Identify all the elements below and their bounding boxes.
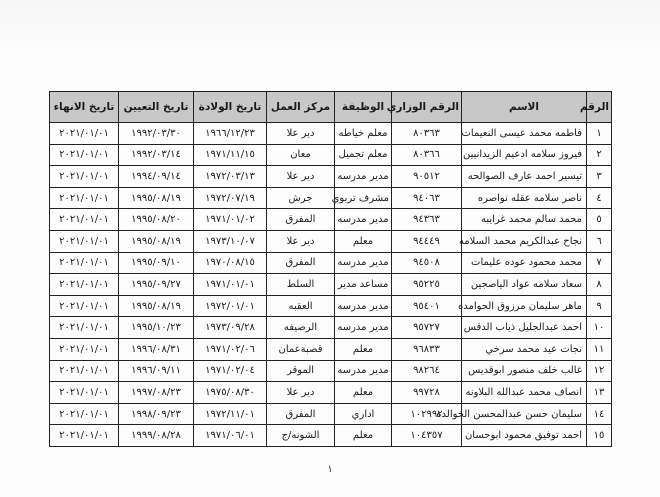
cell-birth-date: ١٩٧٢/٠١/٠١	[194, 295, 267, 317]
cell-birth-date: ١٩٧٣/٠٩/٢٨	[194, 317, 267, 339]
table-row	[50, 230, 612, 252]
cell-appoint-date: ١٩٩٥/٠٨/١٩	[119, 230, 194, 252]
cell-ministry-number: ٩٩٧٢٨	[392, 382, 462, 404]
cell-birth-date: ١٩٧٢/٠٣/١٣	[194, 166, 267, 188]
cell-end-date: ٢٠٢١/٠١/٠١	[50, 317, 119, 339]
cell-name: احمد توفيق محمود ابوحسان	[462, 425, 587, 447]
cell-name: غالب خلف منصور ابوقديس	[462, 360, 587, 382]
header-appoint-date: تاريخ التعيين	[119, 92, 194, 123]
cell-birth-date: ١٩٧١/٠١/٠٢	[194, 209, 267, 231]
cell-workplace: المفرق	[267, 252, 335, 274]
cell-index: ٢	[587, 144, 612, 166]
cell-job: معلم	[335, 425, 392, 447]
cell-job: مدير مدرسه	[335, 252, 392, 274]
table-row	[50, 403, 612, 425]
cell-end-date: ٢٠٢١/٠١/٠١	[50, 274, 119, 296]
cell-index: ١	[587, 123, 612, 145]
cell-appoint-date: ١٩٩٥/١٠/٢٣	[119, 317, 194, 339]
cell-index: ٥	[587, 209, 612, 231]
cell-ministry-number: ٩٤٣٦٣	[392, 209, 462, 231]
cell-job: مدير مدرسه	[335, 209, 392, 231]
cell-birth-date: ١٩٧٢/٠٧/١٩	[194, 187, 267, 209]
cell-ministry-number: ٨٠٣٦٦	[392, 144, 462, 166]
cell-name: ماهر سليمان مرزوق الحوامده	[462, 295, 587, 317]
cell-workplace: الشونه/ج	[267, 425, 335, 447]
cell-ministry-number: ٩٥٧٢٧	[392, 317, 462, 339]
cell-appoint-date: ١٩٩٥/٠٩/١٠	[119, 252, 194, 274]
employee-table	[49, 91, 612, 447]
cell-index: ٨	[587, 274, 612, 296]
cell-index: ٦	[587, 230, 612, 252]
cell-birth-date: ١٩٧٣/١٠/٠٧	[194, 230, 267, 252]
header-index: الرقم	[587, 92, 612, 123]
cell-birth-date: ١٩٧٢/١١/٠١	[194, 403, 267, 425]
table-row	[50, 295, 612, 317]
cell-name: نجاح عبدالكريم محمد السلامه	[462, 230, 587, 252]
cell-name: نجات عيد محمد سرخي	[462, 338, 587, 360]
cell-appoint-date: ١٩٩٤/٠٩/١٤	[119, 166, 194, 188]
cell-birth-date: ١٩٧١/١١/١٥	[194, 144, 267, 166]
cell-birth-date: ١٩٦٦/١٢/٢٣	[194, 123, 267, 145]
cell-ministry-number: ١٠٤٣٥٧	[392, 425, 462, 447]
table-row	[50, 209, 612, 231]
cell-name: فاطمه محمد عيسى النعيمات	[462, 123, 587, 145]
cell-workplace: دير علا	[267, 230, 335, 252]
cell-index: ١٤	[587, 403, 612, 425]
cell-name: تيسير احمد عارف الصوالحه	[462, 166, 587, 188]
cell-index: ١٥	[587, 425, 612, 447]
cell-appoint-date: ١٩٩٨/٠٩/٢٣	[119, 403, 194, 425]
cell-end-date: ٢٠٢١/٠١/٠١	[50, 382, 119, 404]
cell-appoint-date: ١٩٩٦/٠٨/٣١	[119, 338, 194, 360]
cell-name: فيروز سلامه ادعيم الزيدانيين	[462, 144, 587, 166]
cell-ministry-number: ٩٥٢٢٥	[392, 274, 462, 296]
table-row	[50, 425, 612, 447]
table-row	[50, 166, 612, 188]
cell-workplace: دير علا	[267, 166, 335, 188]
cell-workplace: دير علا	[267, 382, 335, 404]
cell-name: انصاف محمد عبدالله البلاونه	[462, 382, 587, 404]
table-row	[50, 274, 612, 296]
cell-appoint-date: ١٩٩٩/٠٨/٢٨	[119, 425, 194, 447]
cell-appoint-date: ١٩٩٧/٠٨/٢٣	[119, 382, 194, 404]
cell-end-date: ٢٠٢١/٠١/٠١	[50, 166, 119, 188]
cell-end-date: ٢٠٢١/٠١/٠١	[50, 252, 119, 274]
cell-name: احمد عبدالجليل ذياب الدقس	[462, 317, 587, 339]
cell-index: ٣	[587, 166, 612, 188]
cell-workplace: معان	[267, 144, 335, 166]
cell-index: ١١	[587, 338, 612, 360]
cell-job: اداري	[335, 403, 392, 425]
header-workplace: مركز العمل	[267, 92, 335, 123]
cell-ministry-number: ٩٤٥٠٨	[392, 252, 462, 274]
table-row	[50, 360, 612, 382]
cell-name: محمد سالم محمد غرايبه	[462, 209, 587, 231]
cell-birth-date: ١٩٧١/٠٢/٠٤	[194, 360, 267, 382]
cell-appoint-date: ١٩٩٥/٠٨/١٩	[119, 187, 194, 209]
cell-job: مساعد مدير	[335, 274, 392, 296]
table-row	[50, 252, 612, 274]
cell-workplace: جرش	[267, 187, 335, 209]
cell-end-date: ٢٠٢١/٠١/٠١	[50, 403, 119, 425]
cell-job: معلم تجميل	[335, 144, 392, 166]
cell-birth-date: ١٩٧٥/٠٨/٣٠	[194, 382, 267, 404]
cell-birth-date: ١٩٧١/٠١/٠١	[194, 274, 267, 296]
cell-end-date: ٢٠٢١/٠١/٠١	[50, 123, 119, 145]
table-row	[50, 338, 612, 360]
cell-name: ناصر سلامه عقله نواصره	[462, 187, 587, 209]
cell-index: ١٣	[587, 382, 612, 404]
cell-workplace: دير علا	[267, 123, 335, 145]
cell-index: ٩	[587, 295, 612, 317]
table-row	[50, 382, 612, 404]
cell-index: ١٢	[587, 360, 612, 382]
cell-workplace: قصبةعمان	[267, 338, 335, 360]
cell-workplace: الموقر	[267, 360, 335, 382]
cell-birth-date: ١٩٧١/٠٦/٠١	[194, 425, 267, 447]
cell-end-date: ٢٠٢١/٠١/٠١	[50, 187, 119, 209]
cell-index: ٤	[587, 187, 612, 209]
cell-name: سعاد سلامه عواد الياصجين	[462, 274, 587, 296]
cell-ministry-number: ٩٦٨٣٣	[392, 338, 462, 360]
cell-appoint-date: ١٩٩٢/٠٣/١٤	[119, 144, 194, 166]
cell-job: مدير مدرسه	[335, 295, 392, 317]
cell-ministry-number: ٨٠٣٦٣	[392, 123, 462, 145]
cell-end-date: ٢٠٢١/٠١/٠١	[50, 230, 119, 252]
cell-end-date: ٢٠٢١/٠١/٠١	[50, 338, 119, 360]
cell-name: سليمان حسن عبدالمحسن الخوالده	[462, 403, 587, 425]
header-birth-date: تاريخ الولادة	[194, 92, 267, 123]
cell-ministry-number: ١٠٢٩٩٢	[392, 403, 462, 425]
cell-end-date: ٢٠٢١/٠١/٠١	[50, 144, 119, 166]
header-job: الوظيفة	[335, 92, 392, 123]
cell-appoint-date: ١٩٩٥/٠٨/٢٠	[119, 209, 194, 231]
cell-end-date: ٢٠٢١/٠١/٠١	[50, 209, 119, 231]
cell-workplace: العقبه	[267, 295, 335, 317]
cell-end-date: ٢٠٢١/٠١/٠١	[50, 425, 119, 447]
cell-ministry-number: ٩٥٤٠١	[392, 295, 462, 317]
cell-job: مشرف تربوي	[335, 187, 392, 209]
cell-appoint-date: ١٩٩٢/٠٣/٣٠	[119, 123, 194, 145]
cell-appoint-date: ١٩٩٥/٠٩/٢٧	[119, 274, 194, 296]
table-row	[50, 144, 612, 166]
cell-ministry-number: ٩٠٥١٢	[392, 166, 462, 188]
cell-workplace: المفرق	[267, 209, 335, 231]
table-header-row	[50, 92, 612, 123]
cell-job: مدير مدرسه	[335, 166, 392, 188]
cell-job: معلم خياطه	[335, 123, 392, 145]
cell-birth-date: ١٩٧١/٠٢/٠٦	[194, 338, 267, 360]
header-ministry-number: الرقم الوزاري	[392, 92, 462, 123]
cell-job: معلم	[335, 382, 392, 404]
cell-appoint-date: ١٩٩٦/٠٩/١١	[119, 360, 194, 382]
cell-name: محمد محمود عوده عليمات	[462, 252, 587, 274]
cell-job: معلم	[335, 338, 392, 360]
cell-job: مدير مدرسه	[335, 360, 392, 382]
cell-job: مدير مدرسه	[335, 317, 392, 339]
cell-end-date: ٢٠٢١/٠١/٠١	[50, 295, 119, 317]
cell-job: معلم	[335, 230, 392, 252]
cell-index: ٧	[587, 252, 612, 274]
header-end-date: تاريخ الانهاء	[50, 92, 119, 123]
header-name: الاسم	[462, 92, 587, 123]
cell-ministry-number: ٩٤٠٦٣	[392, 187, 462, 209]
cell-workplace: السلط	[267, 274, 335, 296]
cell-ministry-number: ٩٤٤٤٩	[392, 230, 462, 252]
table-row	[50, 123, 612, 145]
cell-ministry-number: ٩٨٢٦٤	[392, 360, 462, 382]
table-row	[50, 187, 612, 209]
table-row	[50, 317, 612, 339]
cell-index: ١٠	[587, 317, 612, 339]
cell-birth-date: ١٩٧٠/٠٨/١٥	[194, 252, 267, 274]
page-number: ١	[327, 464, 333, 475]
cell-appoint-date: ١٩٩٥/٠٨/١٩	[119, 295, 194, 317]
cell-end-date: ٢٠٢١/٠١/٠١	[50, 360, 119, 382]
cell-workplace: الرصيفه	[267, 317, 335, 339]
cell-workplace: المفرق	[267, 403, 335, 425]
